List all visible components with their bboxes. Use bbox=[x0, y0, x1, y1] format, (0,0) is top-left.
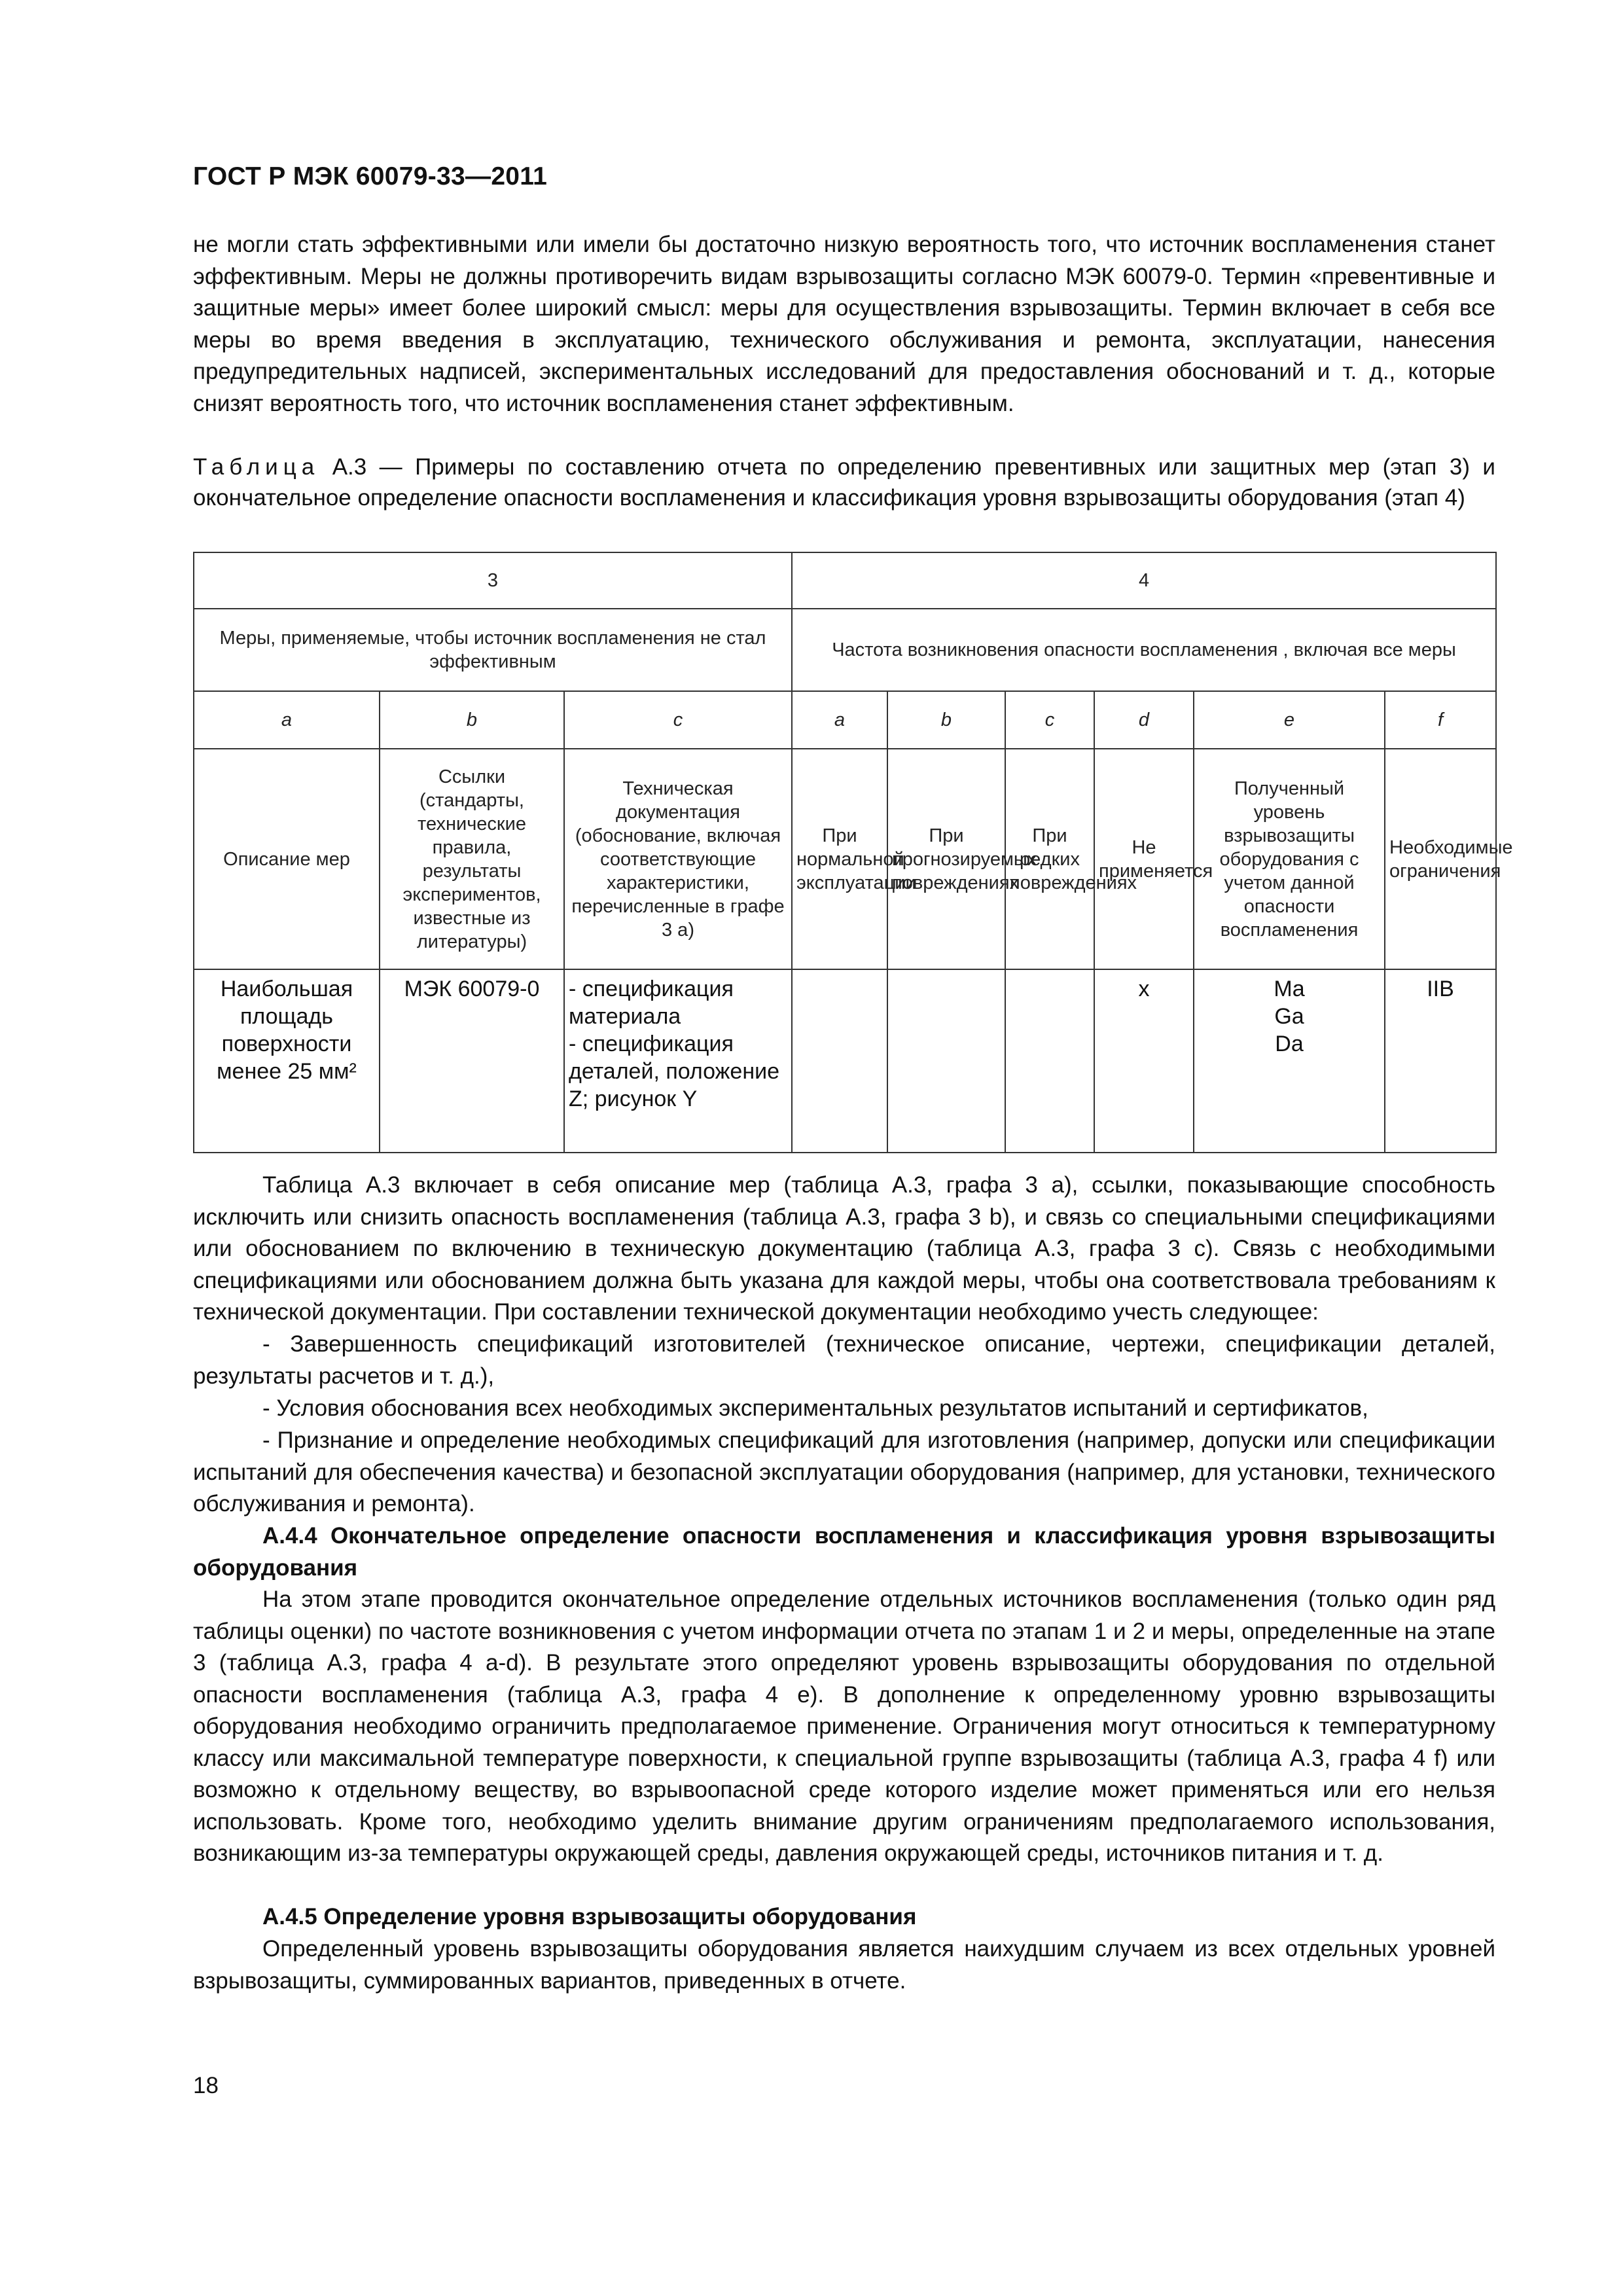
column-letter: a bbox=[792, 691, 887, 749]
table-group-number-row bbox=[194, 552, 1496, 609]
section-a44-text: На этом этапе проводится окончательное определение отдельных источников воспламенения (только один ряд таблицы оценки) по частоте возникновения с учетом информации отчета по этапам 1 и 2 и меры, определенные на этапе 3 (таблица А.3, графа 4 a-d). В результате этого определяют уровень взрывозащиты оборудования по отдельной опасности воспламенения (таблица А.3, графа 4 e). В дополнение к определенному уровню взрывозащиты оборудования необходимо ограничить предполагаемое применение. Ограничения могут относиться к температурному классу или максимальной температуре поверхности, к специальной группе взрывозащиты (таблица А.3, графа 4 f) или возможно к отдельному веществу, во взрывоопасной среде которого изделие может применяться или его нельзя использовать. Кроме того, необходимо уделить внимание другим ограничениям предполагаемого использования, возникающим из-за температуры окружающей среды, давления окружающей среды, источников питания и т. д. bbox=[193, 1587, 1495, 1866]
column-header: При прогнозируемых повреждениях bbox=[887, 749, 1005, 969]
body-list-item: - Завершенность спецификаций изготовителей (техническое описание, чертежи, спецификации деталей, результаты расчетов и т. д.), bbox=[193, 1331, 1495, 1389]
table-row bbox=[194, 969, 1496, 1153]
cell-description: Наибольшая площадь поверхности менее 25 мм² bbox=[194, 969, 380, 1153]
cell-epl: Ma Ga Da bbox=[1194, 969, 1385, 1153]
column-header: При редких повреждениях bbox=[1005, 749, 1094, 969]
table-group-title-row bbox=[194, 609, 1496, 691]
column-letter: a bbox=[194, 691, 380, 749]
group-title-3: Меры, применяемые, чтобы источник воспламенения не стал эффективным bbox=[194, 609, 792, 691]
group-number-4: 4 bbox=[792, 552, 1496, 609]
table-column-letter-row bbox=[194, 691, 1496, 749]
measures-table bbox=[193, 552, 1513, 1153]
table-column-header-row bbox=[194, 749, 1496, 969]
cell-rare bbox=[1005, 969, 1094, 1153]
document-header: ГОСТ Р МЭК 60079-33—2011 bbox=[193, 162, 548, 190]
column-letter: c bbox=[564, 691, 792, 749]
section-a45-text: Определенный уровень взрывозащиты оборудования является наихудшим случаем из всех отдельных уровней взрывозащиты, суммированных вариантов, приведенных в отчете. bbox=[193, 1936, 1495, 1994]
column-header: Техническая документация (обоснование, включая соответствующие характеристики, перечисленные в графе 3 а) bbox=[564, 749, 792, 969]
column-header: Не применяется bbox=[1094, 749, 1194, 969]
table-caption bbox=[193, 452, 1495, 513]
section-a44-title: А.4.4 Окончательное определение опасности воспламенения и классификация уровня взрывозащиты оборудования bbox=[193, 1523, 1495, 1581]
cell-references: МЭК 60079-0 bbox=[380, 969, 564, 1153]
column-letter: e bbox=[1194, 691, 1385, 749]
body-paragraph: Таблица А.3 включает в себя описание мер (таблица А.3, графа 3 a), ссылки, показывающие способность исключить или снизить опасность воспламенения (таблица А.3, графа 3 b), и связь со специальными спецификациями или обоснованием по включению в техническую документацию (таблица А.3, графа 3 c). Связь с необходимыми спецификациями или обоснованием должна быть указана для каждой меры, чтобы она соответствовала требованиям к технической документации. При составлении технической документации необходимо учесть следующее: bbox=[193, 1172, 1495, 1325]
cell-predicted bbox=[887, 969, 1005, 1153]
column-letter: f bbox=[1385, 691, 1496, 749]
column-header: Ссылки (стандарты, технические правила, результаты экспериментов, известные из литературы) bbox=[380, 749, 564, 969]
intro-paragraph: не могли стать эффективными или имели бы достаточно низкую вероятность того, что источник воспламенения станет эффективным. Меры не должны противоречить видам взрывозащиты согласно МЭК 60079-0. Термин «превентивные и защитные меры» имеет более широкий смысл: меры для осуществления взрывозащиты. Термин включает в себя все меры во время введения в эксплуатацию, технического обслуживания и ремонта, эксплуатации, нанесения предупредительных надписей, экспериментальных исследований для предоставления обоснований и т. д., которые снизят вероятность того, что источник воспламенения станет эффективным. bbox=[193, 232, 1495, 416]
column-header: Необходимые ограничения bbox=[1385, 749, 1496, 969]
table-caption-label: Таблица bbox=[193, 454, 320, 480]
section-a45-title: А.4.5 Определение уровня взрывозащиты оборудования bbox=[262, 1904, 917, 1929]
body-list-item: - Условия обоснования всех необходимых экспериментальных результатов испытаний и сертификатов, bbox=[262, 1395, 1368, 1421]
column-header: Полученный уровень взрывозащиты оборудования с учетом данной опасности воспламенения bbox=[1194, 749, 1385, 969]
column-letter: c bbox=[1005, 691, 1094, 749]
table-caption-text: А.3 — Примеры по составлению отчета по определению превентивных или защитных мер (этап 3) и окончательное определение опасности воспламенения и классификация уровня взрывозащиты оборудования (этап 4) bbox=[193, 454, 1495, 511]
column-header: При нормальной эксплуатации bbox=[792, 749, 887, 969]
column-letter: b bbox=[887, 691, 1005, 749]
column-letter: b bbox=[380, 691, 564, 749]
group-number-3: 3 bbox=[194, 552, 792, 609]
cell-not-applicable: x bbox=[1094, 969, 1194, 1153]
group-title-4: Частота возникновения опасности воспламенения , включая все меры bbox=[792, 609, 1496, 691]
cell-documentation: - спецификация материала - спецификация деталей, положение Z; рисунок Y bbox=[564, 969, 792, 1153]
column-letter: d bbox=[1094, 691, 1194, 749]
cell-restrictions: IIB bbox=[1385, 969, 1496, 1153]
page-number: 18 bbox=[193, 2073, 219, 2098]
body-list-item: - Признание и определение необходимых спецификаций для изготовления (например, допуски или спецификации испытаний для обеспечения качества) и безопасной эксплуатации оборудования (например, для установки, технического обслуживания и ремонта). bbox=[193, 1427, 1495, 1516]
cell-normal bbox=[792, 969, 887, 1153]
column-header: Описание мер bbox=[194, 749, 380, 969]
